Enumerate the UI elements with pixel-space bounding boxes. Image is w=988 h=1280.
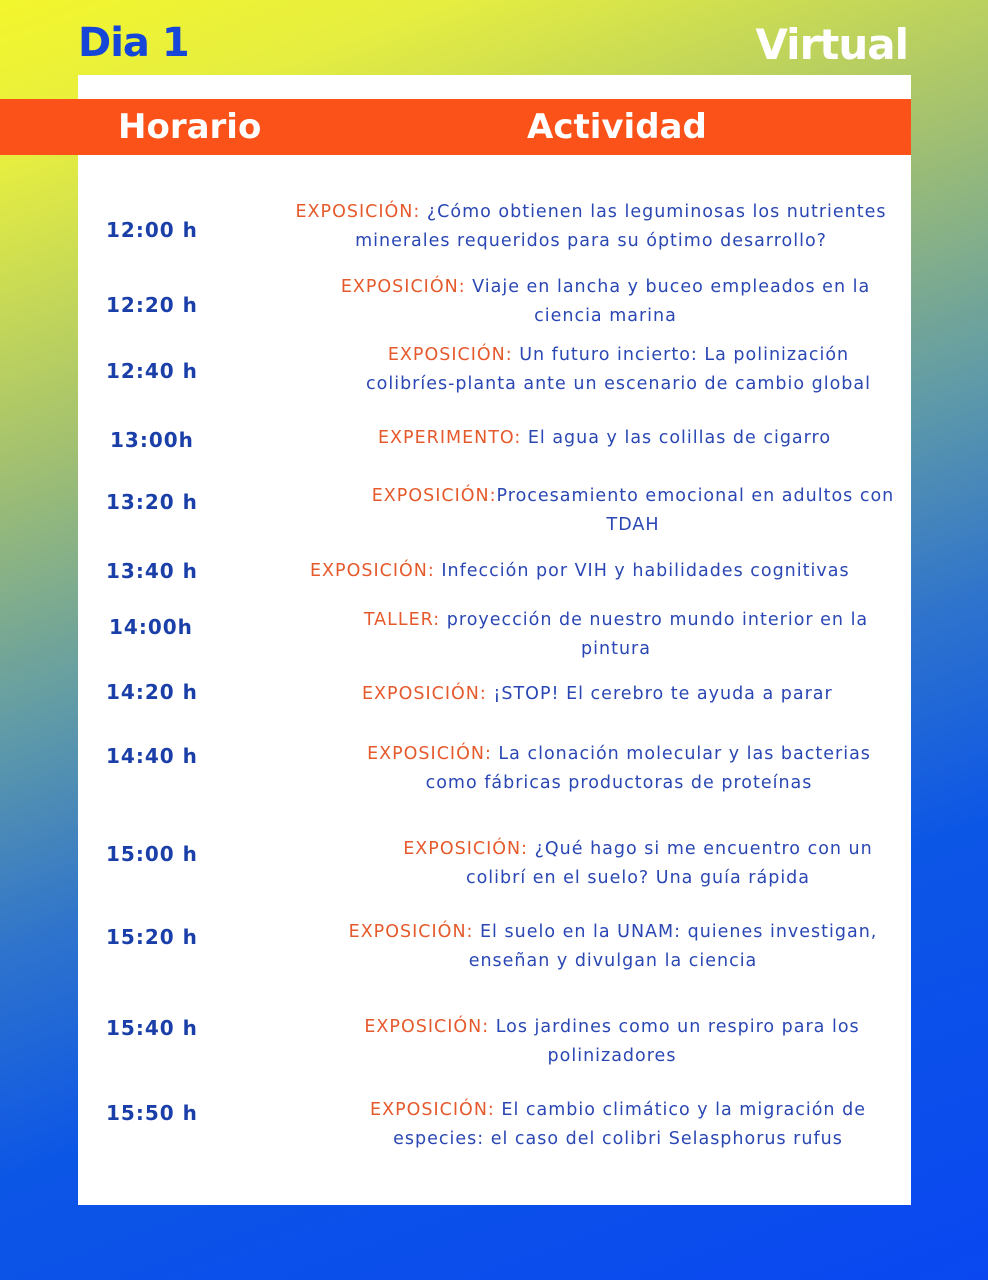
activity-kind: EXPOSICIÓN: xyxy=(348,922,474,942)
activity-kind: EXPOSICIÓN: xyxy=(387,345,513,365)
row-activity xyxy=(378,835,898,893)
activity-kind: EXPOSICIÓN: xyxy=(367,744,492,764)
activity-kind: EXPOSICIÓN: xyxy=(403,839,529,859)
row-activity xyxy=(318,273,893,331)
row-time: 14:40 h xyxy=(106,744,198,768)
activity-title: Procesamiento emocional en adultos con TDAH xyxy=(496,486,895,535)
activity-title: El suelo en la UNAM: quienes investigan, enseñan y divulgan la ciencia xyxy=(468,922,878,971)
activity-title: Viaje en lancha y buceo empleados en la ciencia marina xyxy=(465,277,871,326)
row-time: 13:00h xyxy=(110,428,194,452)
row-activity xyxy=(323,918,903,976)
row-activity xyxy=(350,1096,886,1154)
activity-title: proyección de nuestro mundo interior en la pintura xyxy=(440,610,869,659)
row-time: 12:20 h xyxy=(106,293,198,317)
day-title: Dia 1 xyxy=(78,20,189,66)
row-time: 12:00 h xyxy=(106,218,198,242)
row-activity xyxy=(368,482,898,540)
row-activity xyxy=(280,198,902,256)
row-activity xyxy=(362,680,902,709)
mode-title: Virtual xyxy=(755,20,908,69)
activity-kind: TALLER: xyxy=(363,610,441,630)
activity-title: ¡STOP! El cerebro te ayuda a parar xyxy=(486,684,833,704)
row-time: 12:40 h xyxy=(106,359,198,383)
column-header-time: Horario xyxy=(118,107,262,147)
row-time: 14:20 h xyxy=(106,680,198,704)
activity-kind: EXPOSICIÓN: xyxy=(310,561,435,581)
row-time: 15:50 h xyxy=(106,1101,198,1125)
activity-title: El agua y las colillas de cigarro xyxy=(521,428,832,448)
activity-title: El cambio climático y la migración de especies: el caso del colibri Selasphorus rufus xyxy=(393,1100,866,1149)
activity-title: ¿Cómo obtienen las leguminosas los nutrientes minerales requeridos para su óptimo desarrollo? xyxy=(355,202,887,251)
row-activity xyxy=(310,557,910,586)
row-activity xyxy=(344,740,894,798)
activity-kind: EXPERIMENTO: xyxy=(378,428,522,448)
row-time: 14:00h xyxy=(109,615,193,639)
activity-title: Un futuro incierto: La polinización colibríes-planta ante un escenario de cambio global xyxy=(366,345,871,394)
activity-kind: EXPOSICIÓN: xyxy=(340,277,466,297)
row-time: 15:40 h xyxy=(106,1016,198,1040)
activity-kind: EXPOSICIÓN: xyxy=(362,684,487,704)
row-activity xyxy=(378,424,918,453)
activity-kind: EXPOSICIÓN: xyxy=(370,1100,495,1120)
activity-title: Los jardines como un respiro para los polinizadores xyxy=(489,1017,860,1066)
row-time: 15:20 h xyxy=(106,925,198,949)
table-header xyxy=(0,99,911,155)
activity-kind: EXPOSICIÓN: xyxy=(364,1017,490,1037)
row-time: 13:20 h xyxy=(106,490,198,514)
row-time: 13:40 h xyxy=(106,559,198,583)
activity-title: La clonación molecular y las bacterias como fábricas productoras de proteínas xyxy=(425,744,871,793)
row-activity xyxy=(340,1013,884,1071)
column-header-activity: Actividad xyxy=(527,107,707,147)
row-activity xyxy=(346,341,891,399)
row-activity xyxy=(340,606,892,664)
row-time: 15:00 h xyxy=(106,842,198,866)
activity-kind: EXPOSICIÓN: xyxy=(295,202,421,222)
activity-kind: EXPOSICIÓN: xyxy=(371,486,497,506)
activity-title: Infección por VIH y habilidades cognitivas xyxy=(434,561,850,581)
activity-title: ¿Qué hago si me encuentro con un colibrí en el suelo? Una guía rápida xyxy=(465,839,873,888)
